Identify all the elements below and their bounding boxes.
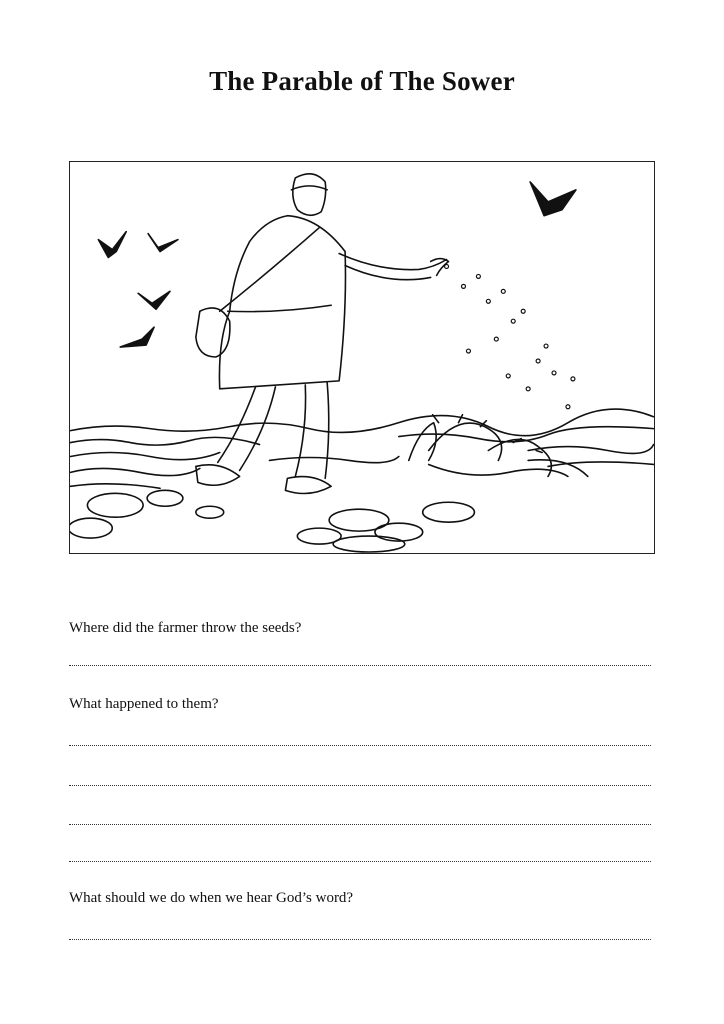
sower-illustration <box>69 161 655 554</box>
question-2: What happened to them? <box>69 696 219 712</box>
question-3: What should we do when we hear God’s word? <box>69 890 354 906</box>
answer-line[interactable] <box>69 665 651 666</box>
ground-lines <box>70 409 653 488</box>
answer-line[interactable] <box>69 939 651 940</box>
answer-line[interactable] <box>69 745 651 746</box>
answer-line[interactable] <box>69 785 651 786</box>
stones <box>70 490 474 552</box>
answer-line[interactable] <box>69 861 651 862</box>
sower-drawing <box>70 162 654 553</box>
page-title: The Parable of The Sower <box>209 66 515 96</box>
question-1: Where did the farmer throw the seeds? <box>69 620 302 636</box>
thorn-bushes <box>409 415 588 477</box>
farmer-figure <box>196 174 449 494</box>
scattered-seeds <box>445 264 575 408</box>
flying-birds <box>98 182 576 347</box>
answer-line[interactable] <box>69 824 651 825</box>
